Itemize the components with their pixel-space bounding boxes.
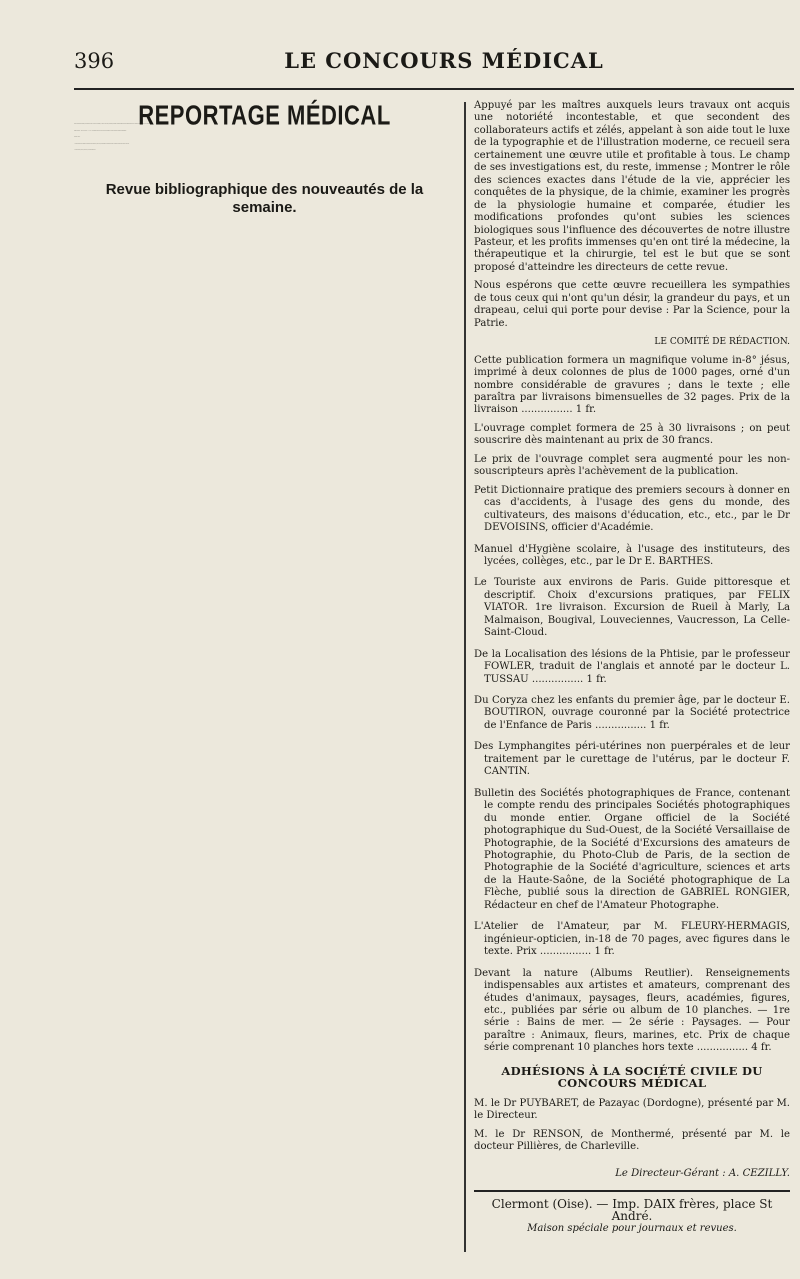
bibliography-list-left xyxy=(74,227,455,301)
paragraph-publication: Cette publication formera un magnifique volume in-8° jésus, imprimé à deux colonnes de plus de 1000 pages, orné d'un nombre considérable de gravures ; dans le texte ; elle paraîtra par livraisons bimensuelles de 32 pages. Prix de la livraison ................ 1 fr. xyxy=(474,354,790,416)
bibliography-entry: Du Coryza chez les enfants du premier âge, par le docteur E. BOUTIRON, ouvrage couronné par la Société protectrice de l'Enfance de Paris ................ 1 fr. xyxy=(474,695,790,731)
bibliography-entry: Devant la nature (Albums Reutlier). Renseignements indispensables aux artistes et amateurs, comprenant des études d'animaux, paysages, fleurs, académies, figures, etc., publiées par série ou album de 10 planches. — 1re série : Bains de mer. — 2e série : Paysages. — Pour paraître : Animaux, fleurs, marines, etc. Prix de chaque série comprenant 10 planches hors texte ................ 4 fr. xyxy=(474,967,790,1054)
paragraph-appuye: Appuyé par les maîtres auxquels leurs travaux ont acquis une notoriété incontestable, et que secondent des collaborateurs actifs et zélés, appelant à son aide tout le luxe de la typographie et de l'illustration moderne, ce recueil sera certainement une œuvre utile et profitable à tous. Le champ de ses investigations est, du reste, immense ; Montrer le rôle des sciences exactes dans l'étude de la vie, apprécier les conquêtes de la physique, de la chimie, examiner les progrès de la physiologie humaine et comparée, étudier les modifications profondes qu'ont subies les sciences biologiques sous l'influence des découvertes de notre illustre Pasteur, et les profits immenses qu'en ont tiré la médecine, la thérapeutique et la chirurgie, tel est le but que se sont proposé d'atteindre les directeurs de cette revue. xyxy=(474,100,790,273)
right-column xyxy=(466,100,790,1252)
left-column xyxy=(74,100,464,1252)
adhesions-title: ADHÉSIONS À LA SOCIÉTÉ CIVILE DU CONCOURS MÉDICAL xyxy=(501,1063,763,1091)
bibliography-entry: Manuel d'Hygiène scolaire, à l'usage des instituteurs, des lycées, collèges, etc., par le Dr E. BARTHES. xyxy=(474,543,790,567)
page-number: 396 xyxy=(74,49,115,73)
bibliography-list-right xyxy=(474,485,790,1055)
printer-line: Clermont (Oise). — Imp. DAIX frères, place St André. xyxy=(491,1196,773,1224)
bibliography-entry: Des Lymphangites péri-utérines non puerpérales et de leur traitement par le curettage de l'utérus, par le docteur F. CANTIN. xyxy=(474,741,790,778)
printer-note: Maison spéciale pour journaux et revues. xyxy=(527,1222,737,1234)
paragraph-ouvrage: L'ouvrage complet formera de 25 à 30 livraisons ; on peut souscrire dès maintenant au prix de 30 francs. xyxy=(474,422,790,447)
journal-title: LE CONCOURS MÉDICAL xyxy=(284,48,604,73)
footer-rule xyxy=(474,1190,790,1192)
bibliography-entry: L'Atelier de l'Amateur, par M. FLEURY-HERMAGIS, ingénieur-opticien, in-18 de 70 pages, avec figures dans le texte. Prix ................ 1 fr. xyxy=(474,921,790,958)
paragraph-conclusion-2 xyxy=(74,150,455,151)
paragraph-conclusions xyxy=(74,137,455,138)
paragraph-esperons: Nous espérons que cette œuvre recueillera les sympathies de tous ceux qui n'ont qu'un désir, la grandeur du pays, et un drapeau, celui qui porte pour devise : Par la Science, pour la Patrie. xyxy=(474,280,790,329)
bibliography-entry: Le Touriste aux environs de Paris. Guide pittoresque et descriptif. Choix d'excursions pratiques, par FELIX VIATOR. 1re livraison. Excursion de Rueil à Marly, La Malmaison, Bougival, Louveciennes, Vaucresson, La Celle-Saint-Cloud. xyxy=(474,577,790,639)
adhesion-entry: M. le Dr PUYBARET, de Pazayac (Dordogne), présenté par M. le Directeur. xyxy=(474,1097,790,1122)
section-title-revue: Revue bibliographique des nouveautés de la semaine. xyxy=(105,181,424,217)
paragraph-conclusion-1 xyxy=(74,144,455,145)
bibliography-entry: Petit Dictionnaire pratique des premiers secours à donner en cas d'accidents, à l'usage des gens du monde, des cultivateurs, des maisons d'éducation, etc., etc., par le Dr DEVOISINS, officier d'Académie. xyxy=(474,484,790,534)
director-signature: Le Directeur-Gérant : A. CEZILLY. xyxy=(615,1167,790,1179)
adhesion-entry: M. le Dr RENSON, de Monthermé, présenté par M. le docteur Pillières, de Charleville. xyxy=(474,1128,790,1153)
paragraph-prix: Le prix de l'ouvrage complet sera augmenté pour les non-souscripteurs après l'achèvement de la publication. xyxy=(474,453,790,478)
bibliography-entry: De la Localisation des lésions de la Phtisie, par le professeur FOWLER, traduit de l'anglais et annoté par le docteur L. TUSSAU ................ 1 fr. xyxy=(474,648,790,685)
comite-signature: LE COMITÉ DE RÉDACTION. xyxy=(654,337,790,348)
bibliography-entry: Bulletin des Sociétés photographiques de France, contenant le compte rendu des principales Sociétés photographiques du monde entier. Organe officiel de la Société photographique du Sud-Ouest, de la Société Versaillaise de Photographie, de la Société d'Excursions des amateurs de Photographie, du Photo-Club de Paris, de la section de Photographie de la Société d'agriculture, sciences et arts de la Haute-Saône, de la Société photographique de La Flèche, publié sous la direction de GABRIEL RONGIER, Rédacteur en chef de l'Amateur Photographe. xyxy=(474,787,790,911)
page-header xyxy=(74,48,794,90)
columns xyxy=(74,100,794,1252)
